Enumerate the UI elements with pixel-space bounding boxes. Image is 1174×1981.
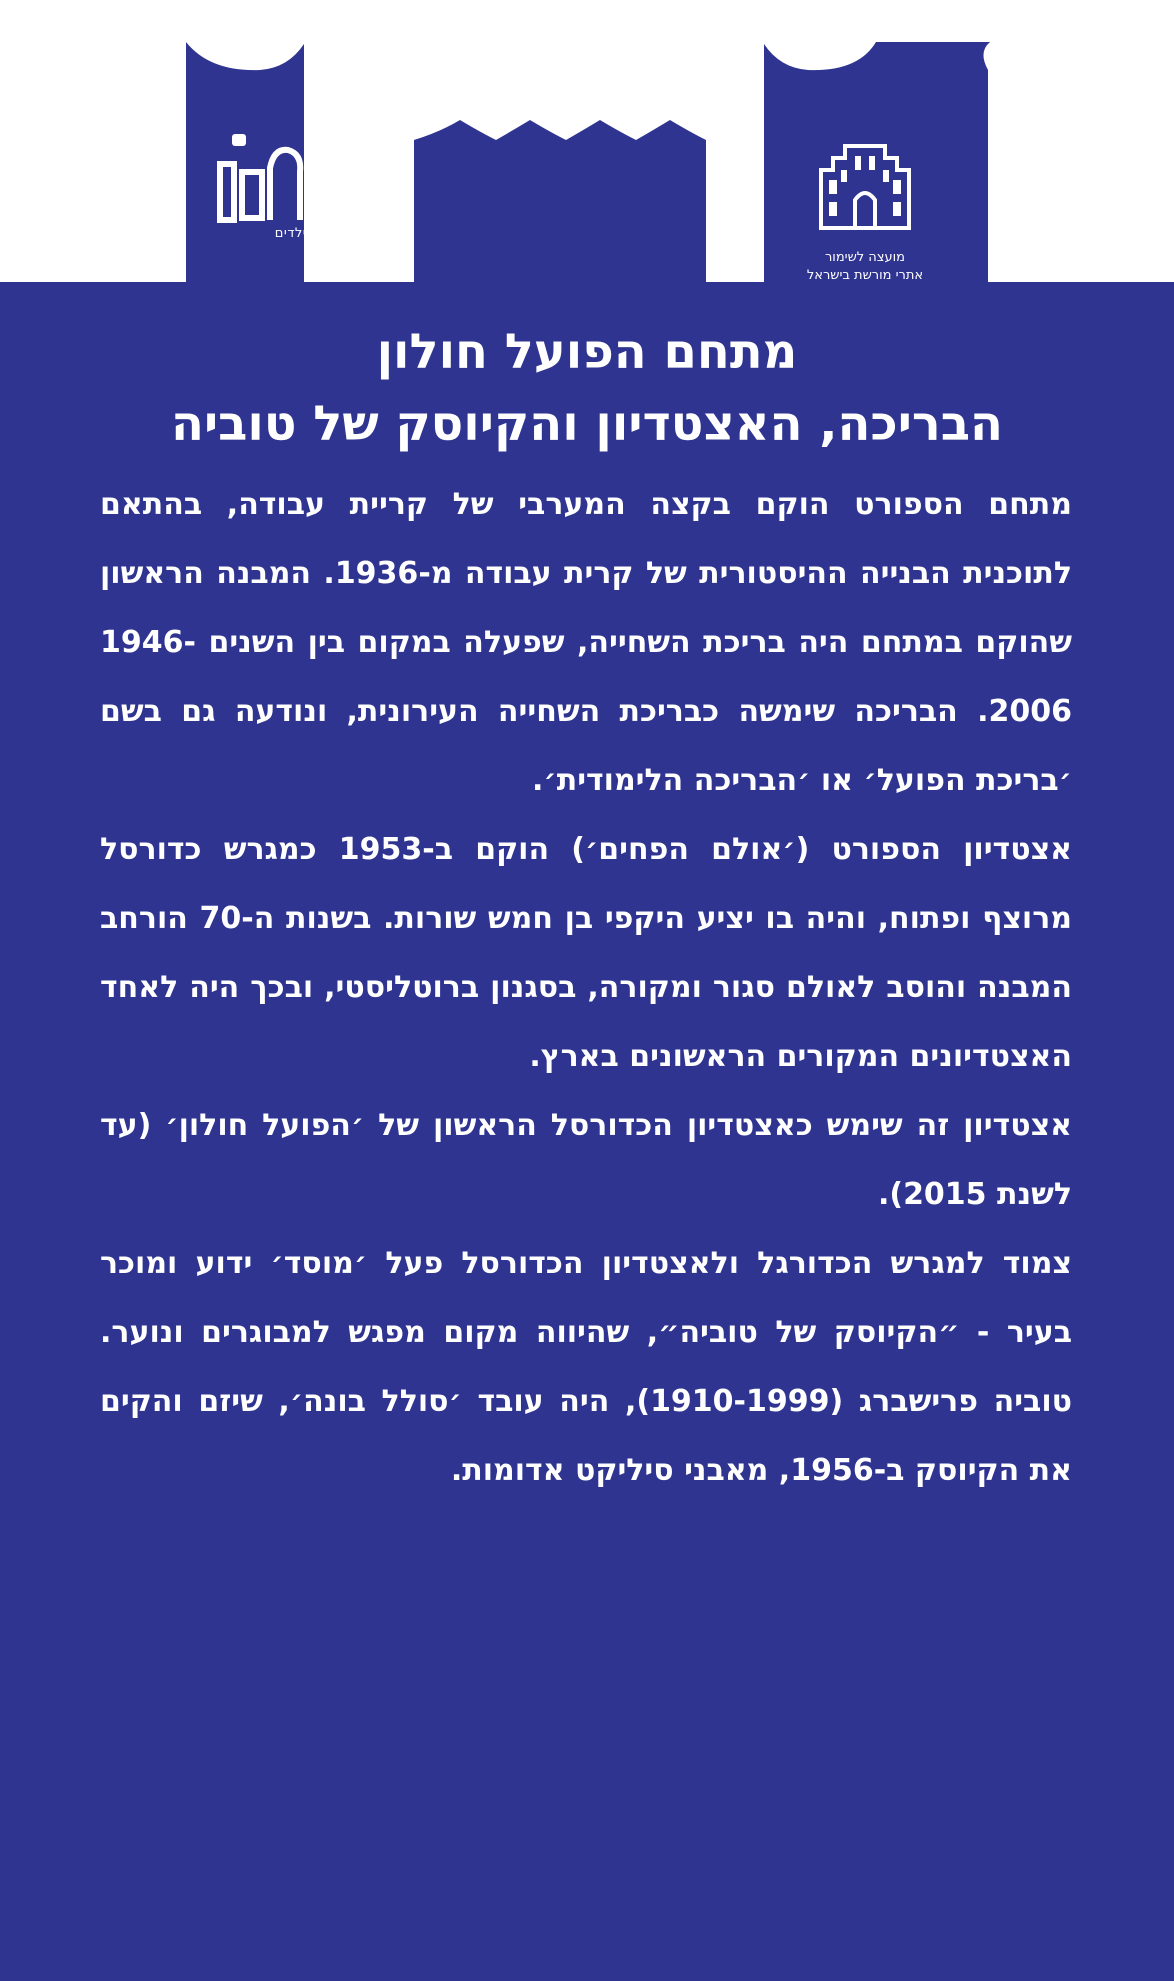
paragraph-stadium: אצטדיון הספורט (׳אולם הפחים׳) הוקם ב-1953 כמגרש כדורסל מרוצף ופתוח, והיה בו יציע היקפי בן חמש שורות. בשנות ה-70 הורחב המבנה והוסב לאולם סגור ומקורה, בסגנון ברוטליסטי, ובכך היה לאחד האצטדיונים המקורים הראשונים בארץ. <box>100 832 1072 1074</box>
sign-subtitle: הבריכה, האצטדיון והקיוסק של טוביה <box>171 396 1003 452</box>
sign-title: מתחם הפועל חולון <box>376 324 798 380</box>
paragraph-pool: מתחם הספורט הוקם בקצה המערבי של קריית עבודה, בהתאם לתוכנית הבנייה ההיסטורית של קרית עבודה מ-1936. המבנה הראשון שהוקם במתחם היה בריכת השחייה, שפעלה במקום בין השנים 1946-2006. הבריכה שימשה כבריכת השחייה העירונית, ונודעה גם בשם ׳בריכת הפועל׳ או ׳הבריכה הלימודית׳. <box>100 487 1072 798</box>
heritage-building-icon <box>815 140 915 230</box>
council-logo-line2: אתרי מורשת בישראל <box>806 268 924 283</box>
council-logo <box>790 140 980 283</box>
paragraph-basketball: אצטדיון זה שימש כאצטדיון הכדורסל הראשון של ׳הפועל חולון׳ (עד לשנת 2015). <box>100 1108 1072 1212</box>
holon-city-logo-icon <box>212 128 382 228</box>
sign-body-text <box>100 470 1072 1505</box>
paragraph-kiosk: צמוד למגרש הכדורגל ולאצטדיון הכדורסל פעל ׳מוסד׳ ידוע ומוכר בעיר - ״הקיוסק של טוביה״, שהיווה מקום מפגש למבוגרים ונוער. טוביה פרישברג (1910-1999), היה עובד ׳סולל בונה׳, שיזם והקים את הקיוסק ב-1956, מאבני סיליקט אדומות. <box>100 1246 1072 1488</box>
holon-logo-caption: חולון. עיר הילדים <box>274 226 378 241</box>
holon-logo <box>212 128 382 248</box>
council-logo-line1: מועצה לשימור <box>824 250 906 265</box>
